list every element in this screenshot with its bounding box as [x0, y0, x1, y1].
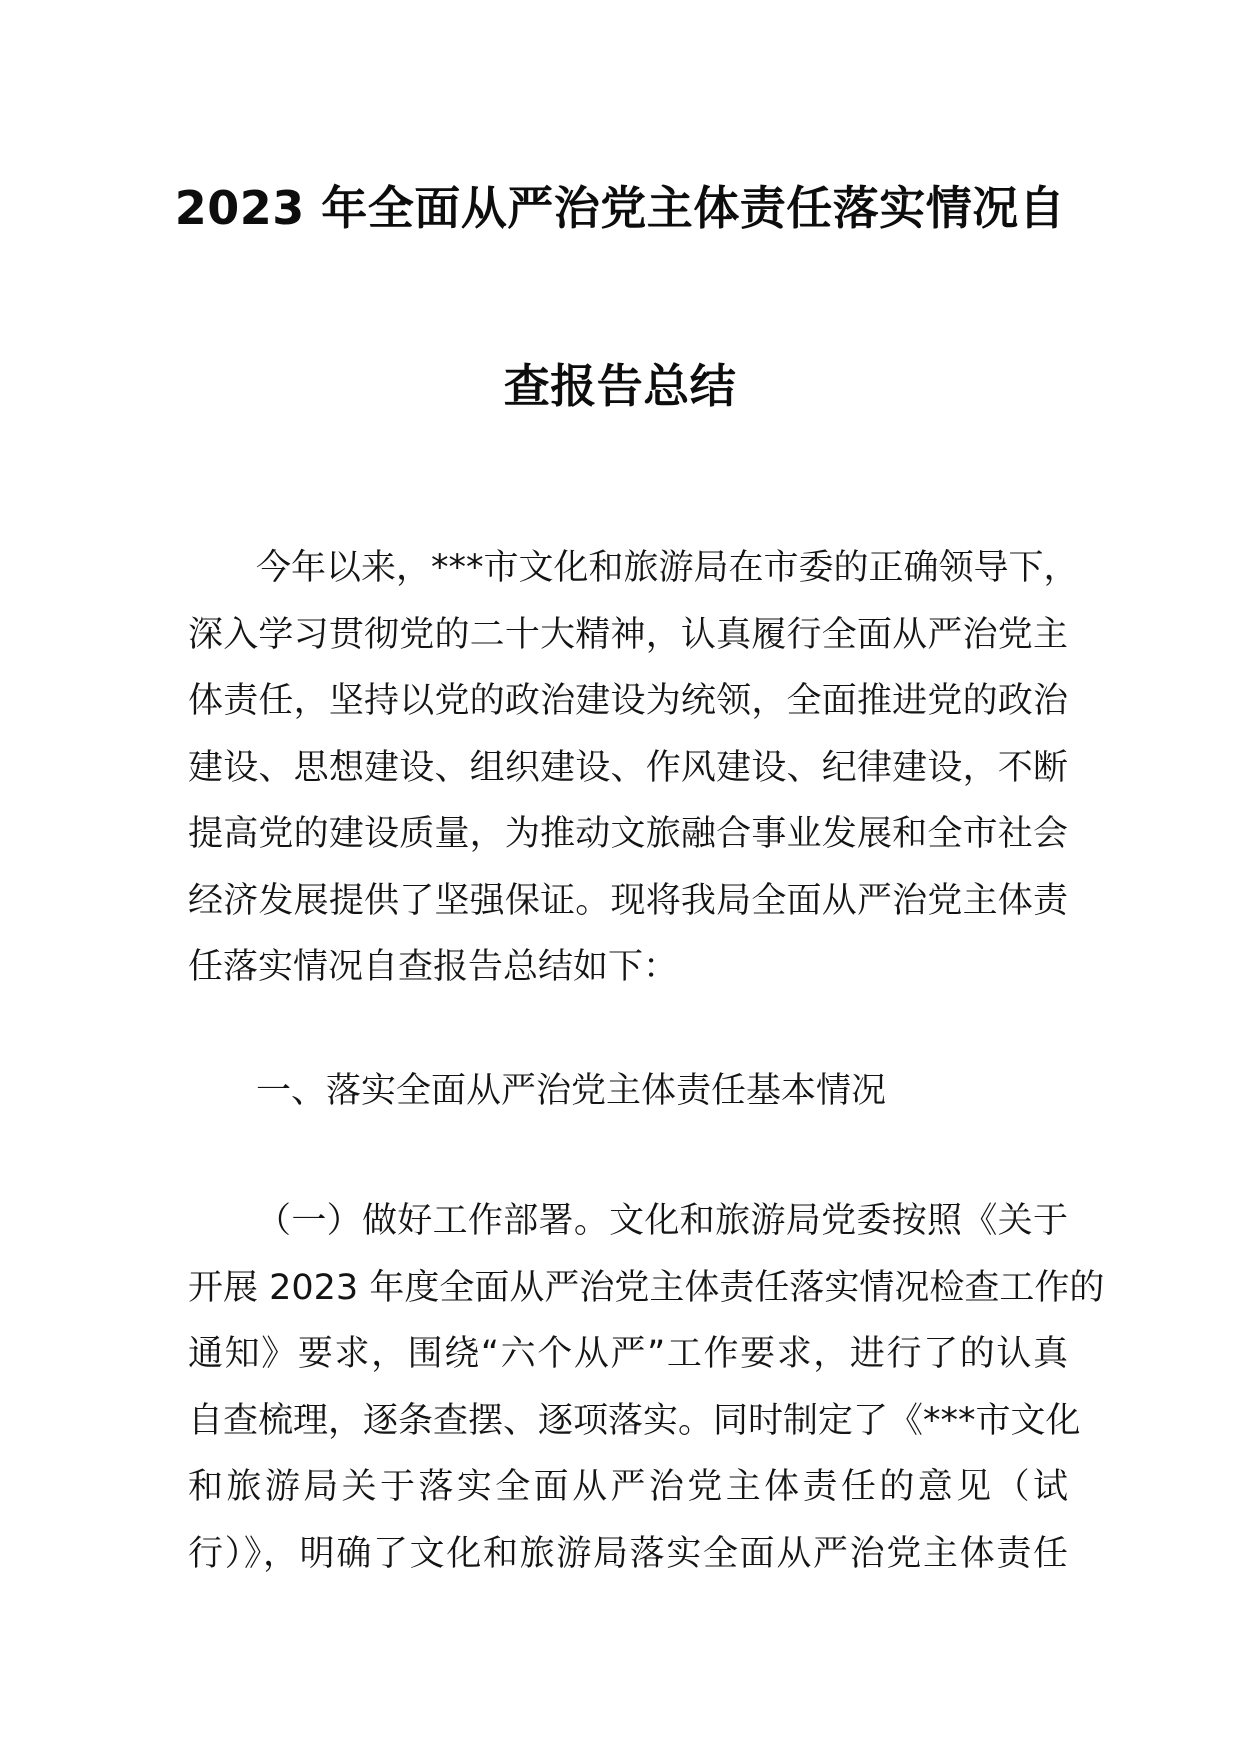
paragraph-line: 和旅游局关于落实全面从严治党主体责任的意见（试	[188, 1467, 1068, 1507]
paragraph-line: 通知》要求，围绕“六个从严”工作要求，进行了的认真	[188, 1334, 1068, 1374]
paragraph-line: 自查梳理，逐条查摆、逐项落实。同时制定了《***市文化	[188, 1400, 1081, 1441]
paragraph-line: 开展 2023 年度全面从严治党主体责任落实情况检查工作的	[188, 1267, 1105, 1308]
paragraph-line: 经济发展提供了坚强保证。现将我局全面从严治党主体责	[188, 880, 1068, 921]
paragraph-line: 建设、思想建设、组织建设、作风建设、纪律建设，不断	[188, 747, 1068, 788]
section-heading-text: 一、落实全面从严治党主体责任基本情况	[256, 1071, 887, 1111]
paragraph-line: 任落实情况自查报告总结如下：	[188, 947, 679, 987]
paragraph-line: 体责任，坚持以党的政治建设为统领，全面推进党的政治	[188, 681, 1068, 721]
paragraph-intro	[188, 535, 1079, 1001]
document-title-line-1: 2023 年全面从严治党主体责任落实情况自	[174, 181, 1066, 235]
paragraph-line: 深入学习贯彻党的二十大精神，认真履行全面从严治党主	[188, 614, 1068, 655]
paragraph-line: 今年以来，***市文化和旅游局在市委的正确领导下，	[256, 548, 1079, 588]
paragraph-line: 提高党的建设质量，为推动文旅融合事业发展和全市社会	[188, 814, 1068, 854]
section-heading	[188, 1058, 1068, 1125]
paragraph-line: 行）》，明确了文化和旅游局落实全面从严治党主体责任	[188, 1533, 1068, 1574]
paragraph-line: （一）做好工作部署。文化和旅游局党委按照《关于	[256, 1201, 1068, 1241]
document-title-line-2: 查报告总结	[503, 359, 737, 413]
paragraph-work-deployment	[188, 1188, 1105, 1587]
